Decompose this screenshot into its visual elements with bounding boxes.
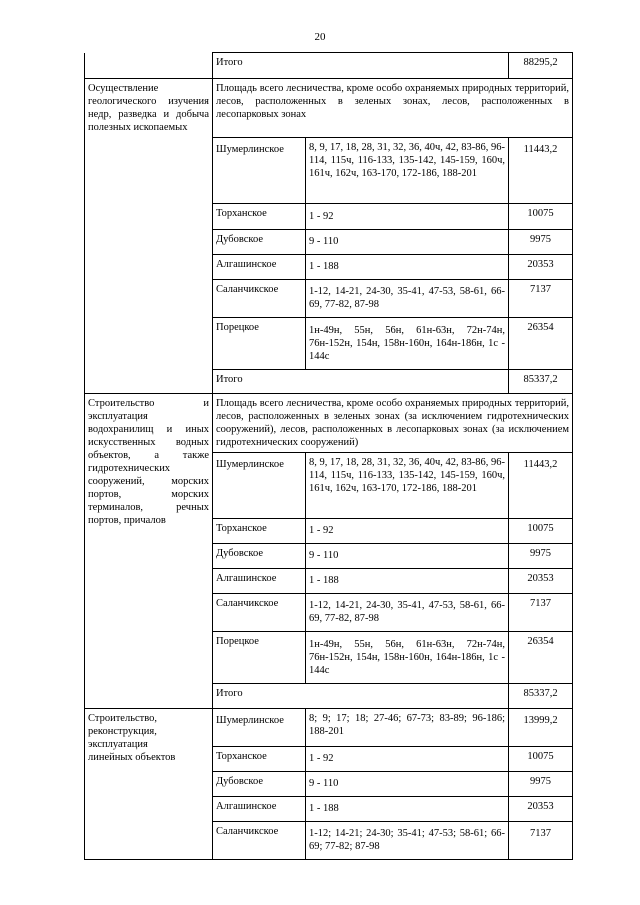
table-row bbox=[85, 229, 573, 254]
area-value: 7137 bbox=[509, 593, 573, 631]
quarters-list: 1 - 92 bbox=[306, 518, 509, 543]
purpose-cell bbox=[85, 393, 213, 708]
table-row bbox=[85, 137, 573, 203]
area-value: 13999,2 bbox=[509, 708, 573, 746]
table-row bbox=[85, 317, 573, 369]
area-value: 26354 bbox=[509, 631, 573, 683]
total-value: 88295,2 bbox=[509, 53, 573, 79]
area-value: 11443,2 bbox=[509, 137, 573, 203]
forestry-name: Шумерлинское bbox=[213, 708, 306, 746]
purpose-cell bbox=[85, 708, 213, 859]
area-value: 9975 bbox=[509, 771, 573, 796]
table-row bbox=[85, 279, 573, 317]
table-row-total bbox=[85, 369, 573, 393]
forestry-name: Порецкое bbox=[213, 317, 306, 369]
purpose-text: Строительство, реконструкция, эксплуатация линейных объектов bbox=[88, 712, 176, 763]
purpose-cell-empty bbox=[85, 53, 213, 79]
quarters-list: 8; 9; 17; 18; 27-46; 67-73; 83-89; 96-186; 188-201 bbox=[306, 708, 509, 746]
forestry-name: Торханское bbox=[213, 746, 306, 771]
forestry-name: Порецкое bbox=[213, 631, 306, 683]
quarters-list: 1 - 188 bbox=[306, 568, 509, 593]
quarters-list: 1-12; 14-21; 24-30; 35-41; 47-53; 58-61; 66-69; 77-82; 87-98 bbox=[306, 821, 509, 859]
area-value: 7137 bbox=[509, 279, 573, 317]
area-value: 20353 bbox=[509, 254, 573, 279]
quarters-list: 1 - 188 bbox=[306, 796, 509, 821]
area-value: 10075 bbox=[509, 518, 573, 543]
area-value: 20353 bbox=[509, 796, 573, 821]
quarters-list: 9 - 110 bbox=[306, 771, 509, 796]
quarters-list: 9 - 110 bbox=[306, 229, 509, 254]
purpose-cell bbox=[85, 79, 213, 138]
quarters-list: 1 - 92 bbox=[306, 746, 509, 771]
quarters-list: 1-12, 14-21, 24-30, 35-41, 47-53, 58-61, 66-69, 77-82, 87-98 bbox=[306, 593, 509, 631]
area-value: 7137 bbox=[509, 821, 573, 859]
forestry-name: Саланчикское bbox=[213, 279, 306, 317]
forestry-name: Дубовское bbox=[213, 229, 306, 254]
quarters-list: 1-12, 14-21, 24-30, 35-41, 47-53, 58-61, 66-69, 77-82, 87-98 bbox=[306, 279, 509, 317]
total-label: Итого bbox=[213, 53, 509, 79]
scope-cell: Площадь всего лесничества, кроме особо охраняемых природных территорий, лесов, расположенных в зеленых зонах, лесов, расположенных в лесопарковых зонах bbox=[213, 79, 573, 138]
forestry-name: Дубовское bbox=[213, 771, 306, 796]
scope-cell: Площадь всего лесничества, кроме особо охраняемых природных территорий, лесов, расположенных в зеленых зонах (за исключением гидротехнических сооружений), лесов, расположенных в лесопарковых зонах (за исключением гидротехнических сооружений) bbox=[213, 393, 573, 452]
area-value: 9975 bbox=[509, 229, 573, 254]
quarters-list: 8, 9, 17, 18, 28, 31, 32, 36, 40ч, 42, 83-86, 96-114, 115ч, 116-133, 135-142, 145-159, 160ч, 161ч, 162ч, 163-170, 172-186, 188-201 bbox=[306, 452, 509, 518]
page-number: 20 bbox=[314, 31, 326, 43]
forestry-name: Дубовское bbox=[213, 543, 306, 568]
total-value: 85337,2 bbox=[509, 369, 573, 393]
area-value: 20353 bbox=[509, 568, 573, 593]
forestry-name: Торханское bbox=[213, 203, 306, 229]
forestry-name: Торханское bbox=[213, 518, 306, 543]
table-row-top-total bbox=[85, 53, 573, 79]
total-label: Итого bbox=[213, 683, 509, 708]
forestry-name: Алгашинское bbox=[213, 254, 306, 279]
area-value: 10075 bbox=[509, 203, 573, 229]
area-value: 26354 bbox=[509, 317, 573, 369]
table-row bbox=[85, 254, 573, 279]
total-label: Итого bbox=[213, 369, 509, 393]
forestry-name: Алгашинское bbox=[213, 568, 306, 593]
quarters-list: 1 - 188 bbox=[306, 254, 509, 279]
forestry-name: Алгашинское bbox=[213, 796, 306, 821]
table-row-scope bbox=[85, 393, 573, 452]
quarters-list: 9 - 110 bbox=[306, 543, 509, 568]
forestry-table bbox=[84, 52, 573, 860]
purpose-text: Строительство и эксплуатация водохранилищ и иных искусственных водных объектов, а также гидротехнических сооружений, морских портов, морских терминалов, речных портов, причалов bbox=[88, 397, 209, 526]
forestry-name: Шумерлинское bbox=[213, 452, 306, 518]
table-row bbox=[85, 203, 573, 229]
forestry-name: Саланчикское bbox=[213, 593, 306, 631]
table-row bbox=[85, 708, 573, 746]
total-value: 85337,2 bbox=[509, 683, 573, 708]
quarters-list: 1н-49н, 55н, 56н, 61н-63н, 72н-74н, 76н-152н, 154н, 158н-160н, 164н-186н, 1с - 144с bbox=[306, 317, 509, 369]
forestry-name: Саланчикское bbox=[213, 821, 306, 859]
area-value: 10075 bbox=[509, 746, 573, 771]
table-row-scope bbox=[85, 79, 573, 138]
area-value: 9975 bbox=[509, 543, 573, 568]
forestry-name: Шумерлинское bbox=[213, 137, 306, 203]
quarters-list: 1 - 92 bbox=[306, 203, 509, 229]
quarters-list: 8, 9, 17, 18, 28, 31, 32, 36, 40ч, 42, 83-86, 96-114, 115ч, 116-133, 135-142, 145-159, 160ч, 161ч, 162ч, 163-170, 172-186, 188-201 bbox=[306, 137, 509, 203]
purpose-text: Осуществление геологического изучения недр, разведка и добыча полезных ископаемых bbox=[88, 83, 209, 133]
quarters-list: 1н-49н, 55н, 56н, 61н-63н, 72н-74н, 76н-152н, 154н, 158н-160н, 164н-186н, 1с - 144с bbox=[306, 631, 509, 683]
area-value: 11443,2 bbox=[509, 452, 573, 518]
